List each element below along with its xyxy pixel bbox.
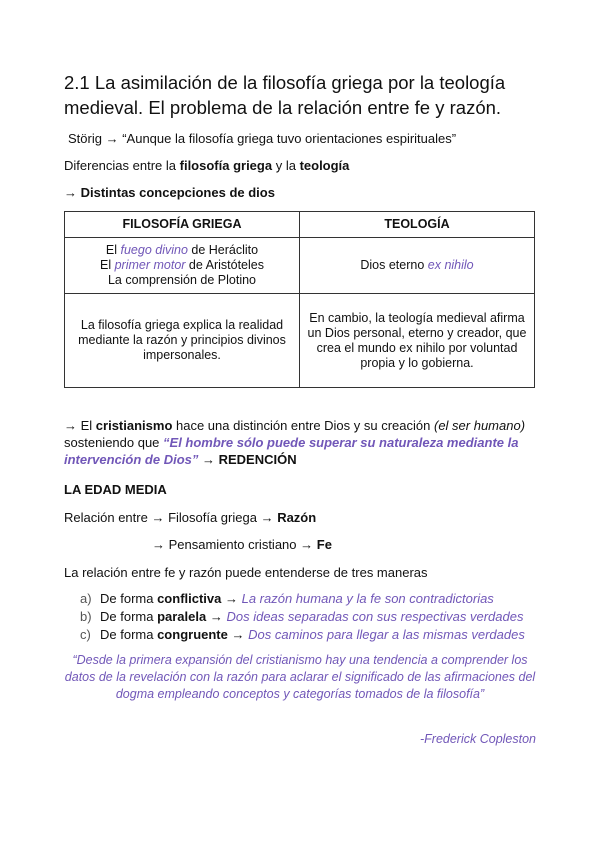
arrow-icon: → — [198, 452, 219, 467]
list-desc: La razón humana y la fe son contradictorias — [241, 591, 494, 606]
table-row — [65, 238, 535, 294]
relacion-text: Filosofía griega — [164, 510, 261, 525]
diferencias-bold-1: filosofía griega — [179, 158, 273, 173]
arrow-icon: → — [260, 510, 274, 525]
paragraph-italic: (el ser humano) — [433, 418, 526, 433]
cell-italic: primer motor — [114, 258, 186, 272]
storig-quote: “Aunque la filosofía griega tuvo orientaciones espirituales” — [122, 131, 457, 146]
paragraph-text: sosteniendo que — [64, 435, 164, 450]
cell-text: de Aristóteles — [185, 258, 264, 272]
list-item — [80, 608, 550, 625]
table-cell: La filosofía griega explica la realidad mediante la razón y principios divinos impersonales. — [65, 294, 300, 388]
section-title: 2.1 La asimilación de la filosofía griega por la teología medieval. El problema de la relación entre fe y razón. — [64, 72, 506, 118]
list-desc: Dos ideas separadas con sus respectivas verdades — [226, 609, 524, 624]
concepciones-text: Distintas concepciones de dios — [80, 185, 275, 200]
list-bold: congruente — [157, 627, 228, 642]
cell-text: La comprensión de Plotino — [107, 273, 256, 287]
relacion-line-1 — [64, 509, 316, 526]
paragraph-text: hace una distinción entre Dios y su creación — [172, 418, 434, 433]
arrow-icon: → — [151, 510, 165, 525]
table-header-cell: FILOSOFÍA GRIEGA — [65, 212, 300, 238]
storig-author: Störig — [68, 131, 102, 146]
paragraph-quote: “El hombre sólo puede superar su naturaleza mediante la intervención de Dios” — [64, 435, 519, 467]
table-cell — [300, 238, 535, 294]
list-marker: b) — [80, 609, 92, 624]
cell-text: El — [105, 243, 121, 257]
arrow-icon: → — [105, 131, 119, 146]
list-item — [80, 626, 550, 643]
list-text: De forma — [100, 627, 158, 642]
diferencias-bold-2: teología — [299, 158, 350, 173]
list-bold: paralela — [157, 609, 207, 624]
arrow-icon: → — [227, 627, 249, 642]
list-desc: Dos caminos para llegar a las mismas verdades — [248, 627, 525, 642]
storig-line — [68, 130, 456, 147]
cell-italic: fuego divino — [120, 243, 188, 257]
edad-media-heading: LA EDAD MEDIA — [64, 482, 167, 497]
list-bold: conflictiva — [157, 591, 222, 606]
relacion-bold: Razón — [277, 510, 317, 525]
relacion-text: Relación entre — [64, 510, 152, 525]
arrow-icon: → — [64, 418, 77, 433]
comparison-table — [64, 211, 535, 388]
concepciones-line — [64, 184, 275, 201]
diferencias-text: Diferencias entre la — [64, 158, 180, 173]
arrow-icon: → — [152, 537, 165, 552]
redencion-label: REDENCIÓN — [218, 452, 297, 467]
relacion-text: Pensamiento cristiano — [165, 537, 301, 552]
table-row — [65, 294, 535, 388]
quote-author: -Frederick Copleston — [419, 732, 536, 746]
paragraph-text: El — [77, 418, 96, 433]
arrow-icon: → — [206, 609, 227, 624]
table-cell: En cambio, la teología medieval afirma un Dios personal, eterno y creador, que crea el mundo ex nihilo por voluntad propia y lo gobierna. — [300, 294, 535, 388]
tres-maneras-line: La relación entre fe y razón puede entenderse de tres maneras — [64, 565, 428, 580]
cell-text: de Heráclito — [187, 243, 259, 257]
table-header-cell: TEOLOGÍA — [300, 212, 535, 238]
list-marker: a) — [80, 591, 92, 606]
list-text: De forma — [100, 591, 158, 606]
diferencias-text-mid: y la — [272, 158, 300, 173]
paragraph-bold: cristianismo — [95, 418, 173, 433]
arrow-icon: → — [300, 537, 314, 552]
list-marker: c) — [80, 627, 91, 642]
arrow-icon: → — [221, 591, 242, 606]
list-text: De forma — [100, 609, 158, 624]
relacion-bold: Fe — [316, 537, 332, 552]
copleston-quote: “Desde la primera expansión del cristianismo hay una tendencia a comprender los datos de la revelación con la razón para aclarar el significado de las afirmaciones del dogma empleando conceptos y categorías tomados de la filosofía” — [64, 653, 536, 701]
cristianismo-paragraph — [64, 417, 544, 468]
cell-text: El — [100, 258, 115, 272]
table-cell — [65, 238, 300, 294]
cell-italic: ex nihilo — [427, 258, 474, 272]
relacion-line-2 — [152, 536, 332, 553]
arrow-icon: → — [64, 185, 77, 200]
table-header-row — [65, 212, 535, 238]
diferencias-line — [64, 157, 349, 174]
cell-text: Dios eterno — [360, 258, 428, 272]
list-item — [80, 590, 550, 607]
